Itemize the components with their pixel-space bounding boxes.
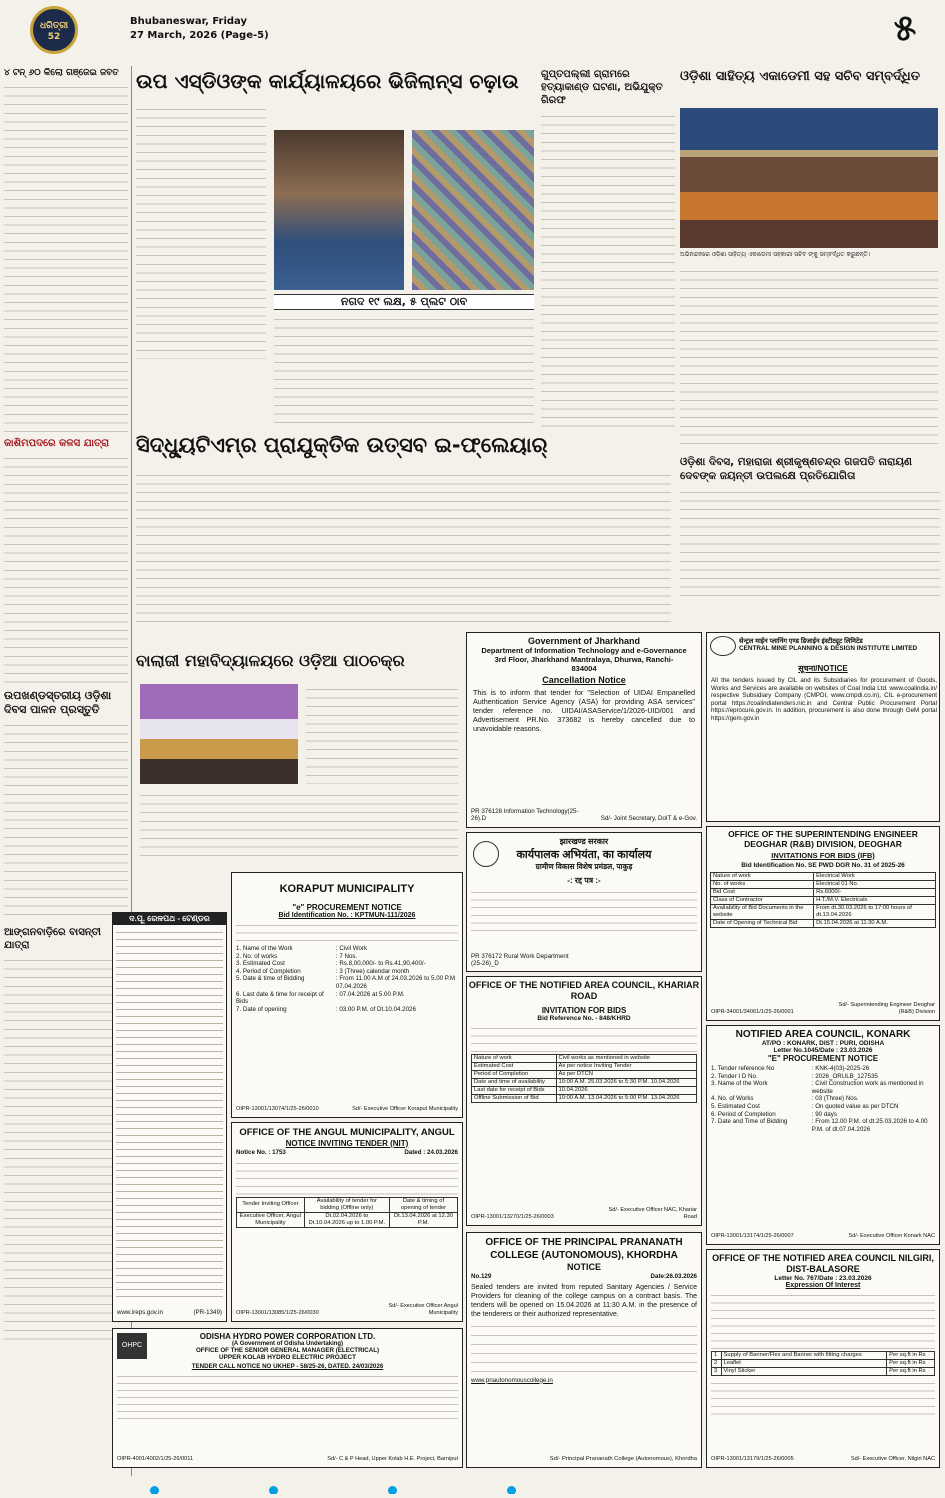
cell: Dt.13.04.2026 at 12.30 P.M.: [389, 1212, 457, 1227]
ad-notice: TENDER CALL NOTICE NO UKHEP - 58/25-26, DATED. 24/03/2026: [191, 1363, 384, 1370]
felicitation-photo: [680, 108, 938, 248]
ad-sub: UPPER KOLAB HYDRO ELECTRIC PROJECT: [218, 1354, 357, 1361]
ad-bid-id: Bid Identification No. : KPTMUN-111/2026: [278, 912, 416, 919]
table-row: [711, 905, 936, 920]
table-cell: From dt.30.03.2026 to 17:00 hours of dt.13.04.2026: [814, 905, 936, 920]
tender-table: [710, 872, 936, 928]
table-row: [472, 1087, 697, 1095]
print-mark-group: [388, 1480, 397, 1489]
ohpc-ad: [112, 1328, 463, 1468]
item-value: : 3 (Three) calendar month: [335, 967, 410, 975]
col-header: Date & timing of opening of tender: [389, 1197, 457, 1212]
print-mark-dot: [269, 1486, 278, 1494]
item-value: : Rs.8,00,000/- to Rs.41,90,400/-: [335, 960, 426, 968]
table-cell: Availability of Bid Documents in the website: [711, 905, 814, 920]
table-cell: Electrical 01 No.: [814, 881, 936, 889]
table-row: [472, 1063, 697, 1071]
ad-intro: [711, 1291, 935, 1349]
ad-pr: PR 376128 Information Technology(25-26).D: [471, 807, 579, 823]
ad-sign: Sd/- C & P Head, Upper Kolab H.E. Project, Barniput: [327, 1456, 458, 1463]
table-cell: 10.04.2026: [556, 1087, 696, 1095]
print-mark-group: [150, 1480, 159, 1489]
item-value: : 90 days: [811, 1110, 837, 1118]
ohpc-logo: OHPC: [117, 1333, 147, 1359]
ad-body: [116, 928, 223, 1298]
ad-pr: PR 376172 Rural Work Department (25-26)_D: [471, 952, 569, 968]
list-item: [236, 975, 458, 990]
table-cell: Per sq.ft in Rs: [887, 1360, 935, 1368]
ad-pr: OIPR-34001/34061/1/25-26/0001: [711, 1009, 794, 1016]
ad-ref: Bid Reference No. - 848/KHRD: [537, 1015, 631, 1022]
murder-story: [541, 68, 675, 428]
col-header: Tender Inviting Officer: [237, 1197, 305, 1212]
items-table: [711, 1351, 935, 1376]
table-cell: Leaflet: [721, 1360, 887, 1368]
list-item: [711, 1111, 935, 1119]
table-cell: Bid Cost: [711, 889, 814, 897]
print-mark-dot: [507, 1486, 516, 1494]
table-cell: As per notice Inviting Tender: [556, 1063, 696, 1071]
ad-pr: OIPR-13001/13179/1/25-26/0005: [711, 1456, 794, 1463]
ad-notice: -: रद्द पत्र :-: [567, 876, 601, 885]
ad-pr: OIPR-4001/4002/1/25-26/0011: [117, 1456, 194, 1463]
ad-date: Dated : 24.03.2026: [404, 1149, 458, 1156]
col-header: Availability of tender for bidding (Offline only): [304, 1197, 389, 1212]
ad-sub: OFFICE OF THE SENIOR GENERAL MANAGER (ELECTRICAL): [195, 1347, 380, 1354]
table-cell: Electrical Work: [814, 873, 936, 881]
ad-title: झारखण्ड सरकार: [559, 837, 609, 846]
cmpdi-ad: [706, 632, 940, 822]
ad-address: AT/PO : KONARK, DIST : PURI, ODISHA: [761, 1040, 885, 1047]
story-body: [136, 104, 266, 359]
ad-subtitle: Cancellation Notice: [542, 675, 626, 685]
table-cell: Period of Completion: [472, 1071, 557, 1079]
story-title: ଗୁପ୍ତପଲ୍ଲୀ ଗ୍ରାମରେ ହତ୍ୟାକାଣ୍ଡ ଘଟଣା, ଅଭିଯୁକ୍ତ ଗିରଫ: [541, 69, 663, 106]
story-title: ୪ ଟନ୍ ୬୦ କିଲୋ ଗଞ୍ଜେଇ ଜବତ: [4, 68, 119, 78]
ad-body: All the tenders issued by CIL and its Subsidiaries for procurement of Goods, Works and Services are available on websites of Coal India Ltd. www.coalindia.in/ respective Subsidiary Company (CMPDI, www.cmpdi.co.in), CIL e-procurement portal https://coalindiatenders.nic.in and Central Public Procurement Portal https://eprocure.gov.in. In addition, procurement is also done through GeM portal https://gem.gov.in: [711, 677, 937, 722]
ad-sign: Sd/- Executive Officer NAC, Khariar Road: [608, 1206, 697, 1221]
item-label: 1. Tender reference No: [711, 1065, 775, 1072]
railway-ad: [112, 912, 227, 1322]
table-row: [712, 1352, 935, 1360]
item-value: : On quoted value as per DTCN: [811, 1102, 899, 1110]
logo-text: ଧରିତ୍ରୀ 52: [39, 21, 69, 42]
table-cell: Per sq.ft in Rs: [887, 1352, 935, 1360]
table-cell: Class of Contractor: [711, 897, 814, 905]
story-body: [680, 266, 938, 446]
list-item: [711, 1080, 935, 1095]
list-item: [711, 1095, 935, 1103]
list-item: [236, 991, 458, 1006]
ad-title: CENTRAL MINE PLANNING & DESIGN INSTITUTE LIMITED: [739, 645, 918, 652]
item-label: 5. Date & time of Bidding: [236, 975, 305, 983]
jh-rural-ad: [466, 832, 702, 972]
table-cell: 10:00 A.M. 25.03.2026 to 5:30 P.M. 10.04.2026: [556, 1079, 696, 1087]
ad-letter: Letter No. 767/Date : 23.03.2026: [774, 1275, 872, 1282]
ad-no: No.129: [471, 1273, 492, 1280]
story-body: [4, 82, 128, 432]
story-body: [541, 111, 675, 428]
ad-title-hi: सेन्ट्रल माईन प्लानिंग एण्ड डिजाईन इंस्टीट्यूट लिमिटेड: [739, 638, 863, 645]
table-cell: Last date for receipt of Bids: [472, 1087, 557, 1095]
ad-line: 3rd Floor, Jharkhand Mantralaya, Dhurwa, Ranchi-834004: [494, 655, 674, 673]
item-label: 4. Period of Completion: [236, 967, 301, 975]
ad-sign: Sd/- Principal Prananath College (Autonomous), Khordha: [549, 1456, 697, 1463]
ad-title: ଦ.ପୂ. ରେଳପଥ - ଟେଣ୍ଡର: [113, 913, 226, 925]
table-row: [711, 897, 936, 905]
ad-letter: Letter No.1045/Date : 23.03.2026: [773, 1047, 873, 1054]
table-row: [472, 1095, 697, 1103]
item-value: : From 11.00 A.M of 24.03.2026 to 5.00 P.M 07.04.2026: [335, 975, 456, 990]
story-body: [4, 955, 128, 1345]
officer-photo: [274, 130, 404, 290]
seminar-photo: [140, 684, 298, 784]
ad-body: This is to inform that tender for "Selection of UIDAI Empanelled Authentication Service Agency (ASA) for providing ASA services" tender reference no. UIDAI/ASAService/1/2026-UID/001 and Advertisement PR.No. 373682 is hereby cancelled due to unavoidable reasons.: [473, 688, 695, 733]
table-cell: Vinyl Sticker: [721, 1368, 887, 1376]
ad-terms: [711, 1379, 935, 1415]
item-value: : 03 (Three) Nos.: [811, 1095, 859, 1103]
item-value: : KNK-4(03)-2025-26: [811, 1065, 870, 1072]
ad-title: OFFICE OF THE NOTIFIED AREA COUNCIL NILGIRI, DIST-BALASORE: [712, 1253, 934, 1274]
khariar-ad: [466, 976, 702, 1226]
cell: Executive Officer, Angul Municipality: [237, 1212, 305, 1227]
vigilance-story: [136, 68, 536, 428]
item-label: 2. Tender I D No.: [711, 1072, 758, 1080]
headline: ସିଦ୍ଧ୍ୟୁଟିଏମ୍‌ର ପ୍ରାଯୁକ୍ତିକ ଉତ୍ସବ ଇ-ଫ୍ଲେୟାର୍: [136, 433, 548, 457]
list-item: [236, 960, 458, 968]
photo-caption: ନଗଦ ୧୯ ଲକ୍ଷ, ୫ ପ୍ଲଟ ଠାବ: [274, 294, 534, 310]
cell: Dt.02.04.2026 to Dt.10.04.2026 up to 1.00 P.M.: [304, 1212, 389, 1227]
print-mark-group: [507, 1480, 516, 1489]
table-row: [712, 1360, 935, 1368]
emblem-icon: [473, 841, 499, 867]
ad-sub: (A Government of Odisha Undertaking): [231, 1341, 344, 1347]
ad-subtitle: NOTICE INVITING TENDER (NIT): [285, 1139, 409, 1148]
ad-web[interactable]: www.pnautonomouscollege.in: [471, 1376, 553, 1384]
ad-date: Date:26.03.2026: [650, 1273, 697, 1280]
angul-ad: [231, 1122, 463, 1322]
table-cell: Nature of work: [472, 1055, 557, 1063]
balaji-story: [136, 650, 460, 865]
story-body: [306, 684, 458, 784]
table-cell: Estimated Cost: [472, 1063, 557, 1071]
konark-ad: [706, 1025, 940, 1245]
ad-subtitle: "e" PROCUREMENT NOTICE: [292, 903, 402, 912]
dateline-date: 27 March, 2026 (Page-5): [130, 30, 269, 41]
seized-cash-photo: [412, 130, 534, 290]
ad-title: ODISHA HYDRO POWER CORPORATION LTD.: [199, 1332, 376, 1341]
ad-subtitle: INVITATIONS FOR BIDS (IFB): [771, 851, 875, 860]
list-item: [236, 945, 458, 953]
newspaper-logo: [30, 6, 78, 54]
ad-bid-id: Bid Identification No. SE PWD DGR No. 31 of 2025-26: [741, 862, 905, 869]
item-label: 7. Date and Time of Bidding: [711, 1118, 788, 1126]
tender-table: [236, 1197, 458, 1228]
ad-subtitle: NOTICE: [566, 1262, 601, 1272]
table-cell: Offline Submission of Bid: [472, 1095, 557, 1103]
ad-web: www.ireps.gov.in: [117, 1309, 163, 1317]
item-value: : Civil Work: [335, 945, 368, 952]
table-cell: Per sq.ft in Rs: [887, 1368, 935, 1376]
table-cell: Rs.6000/-: [814, 889, 936, 897]
ad-pr: OIPR-13001/13270/1/25-26/0003: [471, 1214, 554, 1221]
table-row: [711, 920, 936, 928]
sahitya-story: [680, 68, 940, 448]
jharkhand-it-ad: [466, 632, 702, 828]
table-cell: Date of Opening of Technical Bid: [711, 920, 814, 928]
table-cell: H.T./M.V. Electricals: [814, 897, 936, 905]
table-cell: No. of works: [711, 881, 814, 889]
ad-pr: OIPR-13001/13074/1/25-26/0010: [236, 1106, 319, 1113]
ad-pr: OIPR-13001/13174/1/25-26/0007: [711, 1233, 794, 1240]
ad-subtitle: INVITATION FOR BIDS: [541, 1006, 627, 1015]
item-value: : 7 Nos.: [335, 952, 358, 960]
item-label: 1. Name of the Work: [236, 945, 293, 952]
story-title: କାଶିମପଦରେ କଳସ ଯାତ୍ରା: [4, 438, 110, 449]
koraput-ad: [231, 872, 463, 1118]
list-item: [711, 1073, 935, 1081]
ad-sign: Sd/- Superintending Engineer Deoghar (R&B) Division: [838, 1001, 935, 1016]
table-row: [711, 889, 936, 897]
table-cell: Supply of Banner/Flex and Banner with fitting charges: [721, 1352, 887, 1360]
table-cell: Civil works as mentioned in website: [556, 1055, 696, 1063]
item-value: : 07.04.2026 at 5.00 P.M.: [335, 990, 405, 998]
story-body: [136, 470, 671, 630]
ad-title: NOTIFIED AREA COUNCIL, KONARK: [735, 1029, 911, 1040]
dateline-city: Bhubaneswar, Friday: [130, 16, 248, 27]
tender-rows: [711, 1065, 935, 1133]
item-label: 4. No. of Works: [711, 1095, 754, 1103]
list-item: [236, 1006, 458, 1014]
table-cell: 3: [712, 1368, 722, 1376]
item-value: : Civil Construction work as mentioned in website: [811, 1080, 924, 1095]
ad-pr: OIPR-13001/13085/1/25-26/0030: [236, 1310, 319, 1317]
story-body: [4, 453, 128, 683]
ad-title: OFFICE OF THE SUPERINTENDING ENGINEER DEOGHAR (R&B) DIVISION, DEOGHAR: [728, 829, 918, 849]
cutm-story: [136, 430, 676, 650]
tender-rows: [236, 945, 458, 1013]
item-label: 7. Date of opening: [236, 1005, 287, 1013]
item-label: 3. Name of the Work: [711, 1080, 768, 1088]
story-title: ଓଡ଼ିଶା ଦିବସ, ମହାରାଜା ଶ୍ରୀକୃଷ୍ଣଚନ୍ଦ୍ର ଗଜପତି ନାରାୟଣ ଦେବଙ୍କ ଜୟନ୍ତୀ ଉପଲକ୍ଷେ ପ୍ରତିଯୋଗିତା: [680, 456, 912, 482]
ad-notice-no: Notice No. : 1753: [236, 1149, 286, 1156]
tender-table: [471, 1054, 697, 1103]
story-title: ଓଡ଼ିଶା ସାହିତ୍ୟ ଏକାଡେମୀ ସହ ସଚିବ ସମ୍ବର୍ଦ୍ଧିତ: [680, 69, 921, 84]
item-value: : 2026_ORULB_127535: [811, 1072, 878, 1080]
ad-title: OFFICE OF THE NOTIFIED AREA COUNCIL, KHARIAR ROAD: [468, 980, 700, 1001]
story-body: [4, 720, 128, 920]
story-title: ଆଙ୍ଗନବାଡ଼ିରେ ବାସନ୍ତୀ ଯାତ୍ରା: [4, 927, 101, 951]
item-value: : 03.00 P.M. of Dt.10.04.2026: [335, 1005, 416, 1013]
item-label: 6. Period of Completion: [711, 1110, 776, 1118]
list-item: [711, 1118, 935, 1133]
ad-title: KORAPUT MUNICIPALITY: [279, 883, 415, 895]
table-cell: As per DTCN: [556, 1071, 696, 1079]
ad-line: Government of Jharkhand: [527, 636, 641, 646]
ad-meta: [236, 1149, 458, 1157]
ad-sign: Sd/- Executive Officer, Nilgiri NAC: [850, 1456, 935, 1463]
print-mark-dot: [388, 1486, 397, 1494]
list-item: [236, 953, 458, 961]
list-item: [711, 1065, 935, 1073]
print-color-marks: [150, 1480, 850, 1494]
ad-intro: [236, 921, 458, 943]
left-column: [4, 68, 128, 1478]
table-row: [712, 1368, 935, 1376]
table-row: [711, 881, 936, 889]
table-row: [472, 1071, 697, 1079]
table-cell: Date and time of availability: [472, 1079, 557, 1087]
ad-title: OFFICE OF THE PRINCIPAL PRANANATH COLLEGE (AUTONOMOUS), KHORDHA: [485, 1237, 683, 1261]
ad-line: Department of Information Technology and e-Governance: [481, 646, 687, 655]
story-title: ଉପଖଣ୍ଡସ୍ତରୀୟ ଓଡ଼ିଶା ଦିବସ ପାଳନ ପ୍ରସ୍ତୁତି: [4, 689, 112, 716]
table-cell: Nature of work: [711, 873, 814, 881]
ad-sign: Sd/- Executive Officer Angul Municipality: [388, 1302, 458, 1317]
photo-caption: ଅଭିନନ୍ଦନରେ ଓଡ଼ିଶା ସାହିତ୍ୟ ଏକାଡେମୀ ସହକାରୀ ସଚିବ ଙ୍କୁ ସମ୍ବର୍ଦ୍ଧିତ କରୁଛନ୍ତି।: [680, 251, 871, 258]
ad-sign: Sd/- Joint Secretary, DoIT & e-Gov.: [600, 815, 697, 823]
list-item: [711, 1103, 935, 1111]
ad-dept: ग्रामीण विकास विशेष प्रमंडल, पाकुड़: [535, 862, 633, 871]
ad-subtitle: "E" PROCUREMENT NOTICE: [767, 1054, 879, 1063]
odisha-day-story: [680, 455, 940, 625]
story-body: [680, 487, 940, 597]
ad-office: कार्यपालक अभियंता, का कार्यालय: [516, 849, 652, 861]
list-item: [236, 968, 458, 976]
table-cell: 10:00 A.M. 13.04.2026 to 5:00 P.M. 13.04.2026: [556, 1095, 696, 1103]
ad-notice: सूचना/NOTICE: [798, 664, 848, 673]
headline: ବାଲାଜୀ ମହାବିଦ୍ୟାଳୟରେ ଓଡ଼ିଆ ପାଠଚକ୍ର: [136, 651, 405, 670]
ad-title: OFFICE OF THE ANGUL MUNICIPALITY, ANGUL: [239, 1127, 455, 1138]
table-row: [472, 1079, 697, 1087]
story-body: [274, 314, 534, 424]
ad-pr: (PR-1349): [193, 1309, 222, 1317]
prananath-ad: [466, 1232, 702, 1468]
ad-intro: [236, 1159, 458, 1195]
item-value: : From 12.00 P.M. of dt.25.03.2026 to 4.00 P.M. of dt.07.04.2026: [811, 1118, 928, 1133]
ad-meta: [471, 1273, 697, 1281]
ad-sign: Sd/- Executive Officer Koraput Municipality: [352, 1106, 458, 1113]
ad-subtitle: Expression Of Interest: [785, 1282, 861, 1289]
story-body: [140, 790, 458, 860]
ad-body: Sealed tenders are invited from reputed Sanitary Agencies / Service Providers for cleaning of the college campus on a contract basis. The tenders will be opened on 15.04.2026 at 11:30 A.M. in the presence of the tenderers or their authorized representative.: [471, 1283, 697, 1318]
headline: ଉପ ଏସ୍‌ଡିଓଙ୍କ କାର୍ଯ୍ୟାଳୟରେ ଭିଜିଲାନ୍ସ ଚଢ଼ାଉ: [136, 69, 519, 93]
ad-body: [117, 1372, 458, 1424]
table-row: [472, 1055, 697, 1063]
nilgiri-ad: [706, 1249, 940, 1468]
ad-body-more: [471, 1321, 697, 1375]
cmpdi-logo: [710, 636, 736, 656]
item-label: 5. Estimated Cost: [711, 1102, 760, 1110]
table-cell: 1: [712, 1352, 722, 1360]
masthead: [0, 0, 945, 60]
print-mark-dot: [150, 1486, 159, 1494]
item-label: 6. Last date & time for receipt of Bids: [236, 990, 324, 1006]
table-cell: 2: [712, 1360, 722, 1368]
table-cell: Dt.15.04.2026 at 11:30 A.M.: [814, 920, 936, 928]
page-number: ୫: [893, 8, 917, 49]
table-row: [711, 873, 936, 881]
ad-sign: Sd/- Executive Officer Konark NAC: [848, 1233, 935, 1240]
item-label: 3. Estimated Cost: [236, 960, 285, 968]
deoghar-ad: [706, 826, 940, 1021]
print-mark-group: [269, 1480, 278, 1489]
ad-body: [471, 888, 697, 936]
item-label: 2. No. of works: [236, 952, 278, 960]
ad-intro: [471, 1024, 697, 1052]
